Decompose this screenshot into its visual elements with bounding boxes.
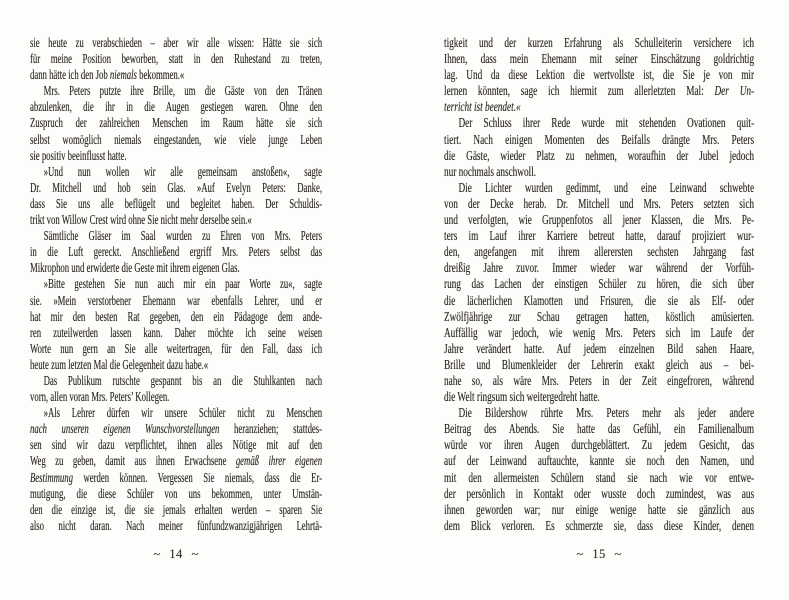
text-line <box>444 341 754 357</box>
text-line <box>30 518 322 534</box>
text-line <box>444 51 754 67</box>
text-segment: heute zum letzten Mal die Gelegenheit dazu habe.« <box>30 356 209 372</box>
text-segment: Mrs. Peters putzte ihre Brille, um die Gäste von den Tränen <box>43 83 323 99</box>
text-line <box>444 437 754 453</box>
text-line <box>30 180 322 196</box>
text-line <box>444 196 754 212</box>
page-number: ~ 15 ~ <box>576 546 622 561</box>
text-segment: in die Luft gereckt. Anschließend ergriff Mrs. Peters selbst das <box>30 244 323 260</box>
text-segment: Auffällig war jedoch, wie wenig Mrs. Peters sich im Laufe der <box>444 324 755 340</box>
text-segment: trikt von Willow Crest wird ohne Sie nicht mehr derselbe sein.« <box>30 212 252 228</box>
text-segment: bekommen.« <box>136 67 185 83</box>
text-segment: hat mir den besten Rat gegeben, den ein Pädagoge dem ande- <box>30 308 323 324</box>
text-segment: Weg zu geben, damit aus ihnen Erwachsene <box>30 453 236 469</box>
text-segment: vorn, allen voran Mrs. Peters’ Kollegen. <box>30 389 170 405</box>
text-line <box>444 309 754 325</box>
text-line <box>30 35 322 51</box>
text-line <box>444 164 754 180</box>
text-segment: von der Decke herab. Dr. Mitchell und Mrs. Peters setzten sich <box>444 195 755 211</box>
text-line <box>30 309 322 325</box>
text-segment: Zwölfjährige zur Schau getragen hatten, köstlich amüsierten. <box>444 308 755 324</box>
text-segment: den, angefangen mit ihrem allerersten sechsten Jahrgang fast <box>444 244 755 260</box>
text-segment: ters im Lauf ihrer Karriere betreut hatte, darauf projiziert wur- <box>444 228 755 244</box>
text-line <box>30 453 322 469</box>
text-segment: Die Bildershow rührte Mrs. Peters mehr als jeder andere <box>458 405 755 421</box>
text-segment: und verfolgten, wie Gruppenfotos all jener Klassen, die Mrs. Pe- <box>444 212 755 228</box>
text-line <box>30 357 322 373</box>
text-segment: werden können. Vergessen Sie niemals, dass die Er- <box>72 469 323 485</box>
text-line <box>444 260 754 276</box>
text-segment: Jahre verändert hatte. Auf jedem einzelnen Bild sahen Haare, <box>444 340 755 356</box>
text-segment: »Und nun wollen wir alle gemeinsam anstoßen«, sagte <box>43 163 323 179</box>
text-segment: Mikrophon und erwiderte die Geste mit ihrem eigenen Glas. <box>30 260 240 276</box>
folio-left <box>30 547 322 562</box>
italic-text: gemäß ihrer eigenen <box>235 453 323 469</box>
text-segment: »Als Lehrer dürfen wir unsere Schüler nicht zu Menschen <box>43 405 323 421</box>
page-number: ~ 14 ~ <box>153 546 199 561</box>
text-line <box>30 132 322 148</box>
text-segment: dreißig Jahre zuvor. Immer wieder war während der Vorfüh- <box>444 260 755 276</box>
text-segment: tiert. Nach einigen Momenten des Beifalls drängte Mrs. Peters <box>444 131 755 147</box>
text-line <box>30 373 322 389</box>
text-segment: Zuspruch der zahlreichen Menschen im Raum hätte sie sich <box>30 115 323 131</box>
text-line <box>30 115 322 131</box>
text-line <box>30 228 322 244</box>
text-line <box>444 132 754 148</box>
text-line <box>444 486 754 502</box>
text-line <box>444 35 754 51</box>
text-line <box>30 486 322 502</box>
text-line <box>30 244 322 260</box>
text-line <box>30 99 322 115</box>
text-line <box>444 421 754 437</box>
text-segment: sen sind wir dazu verpflichtet, ihnen alles Nötige mit auf den <box>30 437 323 453</box>
text-line <box>444 99 754 115</box>
text-segment: den die einzige ist, die sie jemals erhalten werden – sparen Sie <box>30 501 323 517</box>
text-line <box>30 437 322 453</box>
page-left <box>30 35 322 562</box>
text-line <box>444 405 754 421</box>
text-segment: nahe so, als wäre Mrs. Peters in der Zeit eingefroren, während <box>444 372 755 388</box>
text-segment: für meine Position beworben, statt in den Ruhestand zu treten, <box>30 51 323 67</box>
text-line <box>444 518 754 534</box>
text-line <box>444 293 754 309</box>
text-line <box>30 196 322 212</box>
text-line <box>444 115 754 131</box>
text-segment: rung das Lachen der einstigen Schüler zu hören, die sich über <box>444 276 755 292</box>
text-line <box>444 389 754 405</box>
text-segment: die Gäste, wieder Platz zu nehmen, woraufhin der Jubel jedoch <box>444 147 755 163</box>
italic-text: terricht ist beendet.« <box>444 99 521 115</box>
text-segment: ihnen geworden war; nur einige wenige hatte sie gänzlich aus <box>444 501 755 517</box>
text-segment: mit den allermeisten Schülern stand sie nach wie vor entwe- <box>444 469 755 485</box>
text-line <box>30 293 322 309</box>
text-segment: sie. »Mein verstorbener Ehemann war ebenfalls Lehrer, und er <box>30 292 323 308</box>
text-line <box>30 276 322 292</box>
text-line <box>444 373 754 389</box>
page-right <box>444 35 754 562</box>
text-line <box>30 67 322 83</box>
text-line <box>444 276 754 292</box>
text-line <box>30 341 322 357</box>
text-line <box>444 244 754 260</box>
text-segment: Der Schluss ihrer Rede wurde mit stehenden Ovationen quit- <box>458 115 755 131</box>
text-line <box>30 164 322 180</box>
text-segment: Beitrag des Abends. Sie hatte das Gefühl, ein Familienalbum <box>444 421 755 437</box>
text-line <box>30 83 322 99</box>
text-segment: die lächerlichen Klamotten und Frisuren, die sie als Elf- oder <box>444 292 755 308</box>
text-line <box>444 228 754 244</box>
text-segment: würde vor ihren Augen durchgeblättert. Zu jedem Gesicht, das <box>444 437 755 453</box>
page-left-scalebox <box>30 35 322 534</box>
text-segment: lernen könnten, sage ich hiermit zum allerletzten Mal: <box>444 83 715 99</box>
text-line <box>30 502 322 518</box>
text-line <box>444 325 754 341</box>
italic-text: Der Un- <box>714 83 755 99</box>
folio-right <box>444 547 754 562</box>
text-line <box>30 325 322 341</box>
text-segment: dann hätte ich den Job <box>30 67 110 83</box>
text-segment: »Bitte gestehen Sie nun auch mir ein paar Worte zu«, sagte <box>43 276 323 292</box>
page-text <box>30 35 322 534</box>
text-segment: der persönlich in Kontakt oder wusste doch zumindest, was aus <box>444 485 755 501</box>
text-segment: sie heute zu verabschieden – aber wir alle wissen: Hätte sie sich <box>30 35 323 50</box>
text-line <box>30 148 322 164</box>
text-segment: Die Lichter wurden gedimmt, und eine Leinwand schwebte <box>458 179 755 195</box>
text-segment: Dr. Mitchell und hob sein Glas. »Auf Evelyn Peters: Danke, <box>30 179 323 195</box>
text-line <box>30 470 322 486</box>
text-line <box>444 357 754 373</box>
text-line <box>30 260 322 276</box>
italic-text: nach unseren eigenen Wunschvorstellungen <box>30 421 220 437</box>
text-segment: die Welt ringsum sich weitergedreht hatte. <box>444 389 600 405</box>
text-segment: selbst womöglich niemals eingestanden, wie viele junge Leben <box>30 131 323 147</box>
text-line <box>444 502 754 518</box>
text-line <box>30 51 322 67</box>
text-line <box>30 421 322 437</box>
italic-text: niemals <box>109 67 137 83</box>
text-segment: Brille und Blumenkleider der Lehrerin exakt gleich aus – bei- <box>444 356 755 372</box>
text-line <box>444 470 754 486</box>
text-line <box>444 180 754 196</box>
text-segment: abzulenken, die ihr in die Augen gestiegen waren. Ohne den <box>30 99 323 115</box>
page-right-scalebox <box>444 35 754 534</box>
text-segment: dass Sie uns alle beflügelt und begleitet haben. Der Schuldis- <box>30 195 323 211</box>
text-segment: lag. Und da diese Lektion die wertvollste ist, die Sie je von mir <box>444 67 755 83</box>
italic-text: Bestimmung <box>30 469 73 485</box>
text-segment: ren zuteilwerden lassen kann. Daher möchte ich seine weisen <box>30 324 323 340</box>
text-line <box>444 148 754 164</box>
text-line <box>444 83 754 99</box>
text-segment: sie positiv beeinflusst hatte. <box>30 147 127 163</box>
text-segment: Sämtliche Gläser im Saal wurden zu Ehren von Mrs. Peters <box>43 228 323 244</box>
text-line <box>444 453 754 469</box>
page-text <box>444 35 754 534</box>
text-segment: nur nochmals anschwoll. <box>444 163 536 179</box>
text-segment: heranziehen; stattdes- <box>219 421 323 437</box>
text-line <box>30 405 322 421</box>
text-segment: also nicht daran. Nach meiner fünfundzwanzigjährigen Lehrtä- <box>30 517 323 533</box>
text-segment: Worte nun gern an Sie alle weitertragen, für den Fall, dass ich <box>30 340 323 356</box>
text-segment: tigkeit und der kurzen Erfahrung als Schulleiterin versichere ich <box>444 35 755 50</box>
text-line <box>30 389 322 405</box>
text-segment: Ihnen, dass mein Ehemann mit seiner Einschätzung goldrichtig <box>444 51 755 67</box>
text-segment: auf der Leinwand auftauchte, kannte sie noch den Namen, und <box>444 453 755 469</box>
text-line <box>444 212 754 228</box>
text-segment: Das Publikum rutschte gespannt bis an die Stuhlkanten nach <box>43 372 323 388</box>
text-segment: dem Blick verloren. Es schmerzte sie, dass diese Kinder, denen <box>444 517 755 533</box>
text-segment: mutigung, die diese Schüler von uns bekommen, unter Umstän- <box>30 485 323 501</box>
text-line <box>444 67 754 83</box>
text-line <box>30 212 322 228</box>
